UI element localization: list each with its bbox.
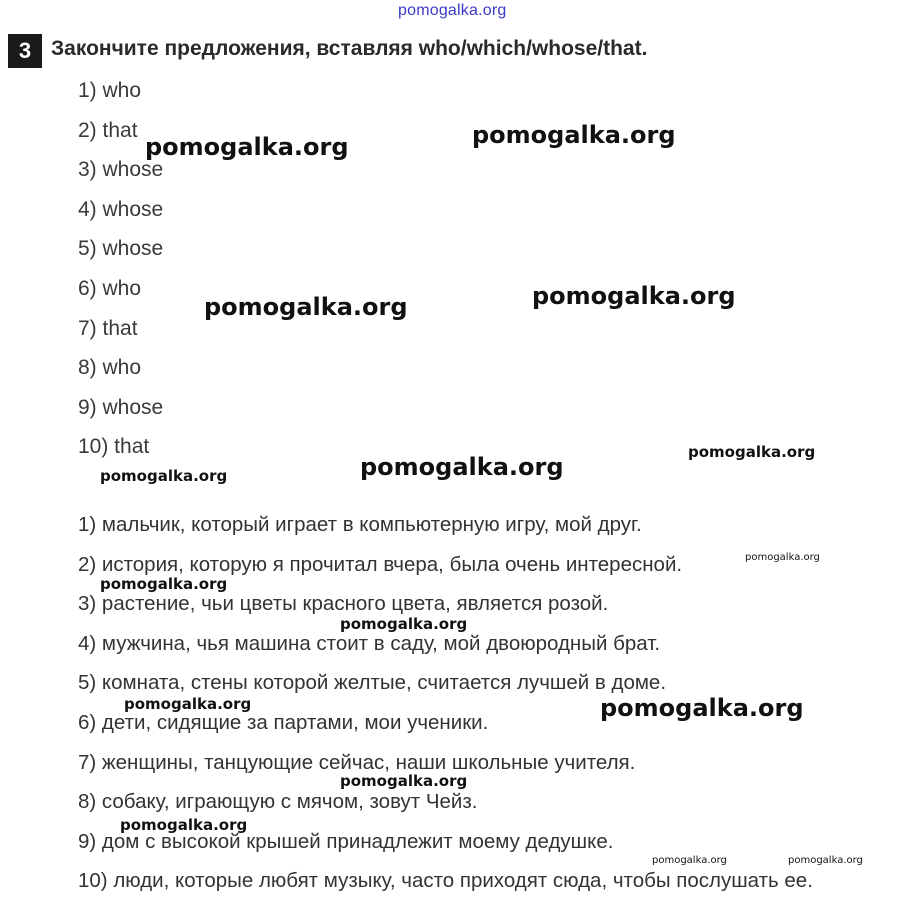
watermark: pomogalka.org — [600, 694, 804, 722]
answer-item: 8) who — [78, 356, 142, 380]
task-number-badge: 3 — [8, 34, 42, 68]
watermark: pomogalka.org — [100, 575, 228, 593]
translation-item: 10) люди, которые любят музыку, часто приходят сюда, чтобы послушать ее. — [78, 869, 813, 893]
watermark: pomogalka.org — [120, 816, 248, 834]
answer-item: 2) that — [78, 118, 138, 142]
watermark: pomogalka.org — [745, 552, 820, 563]
task-title: Закончите предложения, вставляя who/which/whose/that. — [51, 37, 648, 60]
watermark: pomogalka.org — [100, 467, 228, 485]
watermark: pomogalka.org — [360, 453, 564, 481]
translation-item: 4) мужчина, чья машина стоит в саду, мой двоюродный брат. — [78, 631, 661, 655]
answer-item: 3) whose — [78, 158, 164, 182]
translation-item: 7) женщины, танцующие сейчас, наши школьные учителя. — [78, 750, 636, 774]
watermark: pomogalka.org — [145, 133, 349, 161]
answer-item: 7) that — [78, 316, 138, 340]
watermark: pomogalka.org — [688, 443, 816, 461]
answer-item: 1) who — [78, 79, 142, 102]
watermark: pomogalka.org — [532, 282, 736, 310]
answer-item: 5) whose — [78, 237, 164, 261]
watermark: pomogalka.org — [124, 695, 252, 713]
answer-item: 4) whose — [78, 197, 164, 221]
watermark: pomogalka.org — [204, 293, 408, 321]
translation-item: 8) собаку, играющую с мячом, зовут Чейз. — [78, 790, 478, 814]
watermark: pomogalka.org — [652, 855, 727, 866]
answer-item: 9) whose — [78, 395, 164, 419]
translation-item: 1) мальчик, который играет в компьютерную игру, мой друг. — [78, 513, 642, 536]
translation-item: 2) история, которую я прочитал вчера, была очень интересной. — [78, 552, 683, 576]
translation-item: 5) комната, стены которой желтые, считается лучшей в доме. — [78, 671, 667, 695]
watermark: pomogalka.org — [788, 855, 863, 866]
watermark: pomogalka.org — [472, 121, 676, 149]
translation-item: 3) растение, чьи цветы красного цвета, является розой. — [78, 592, 609, 616]
site-link[interactable]: pomogalka.org — [398, 2, 507, 19]
watermark: pomogalka.org — [340, 615, 468, 633]
answer-item: 6) who — [78, 276, 142, 300]
translation-item: 6) дети, сидящие за партами, мои ученики. — [78, 710, 489, 734]
answer-item: 10) that — [78, 435, 150, 459]
translation-item: 9) дом с высокой крышей принадлежит моему дедушке. — [78, 829, 614, 853]
watermark: pomogalka.org — [340, 772, 468, 790]
